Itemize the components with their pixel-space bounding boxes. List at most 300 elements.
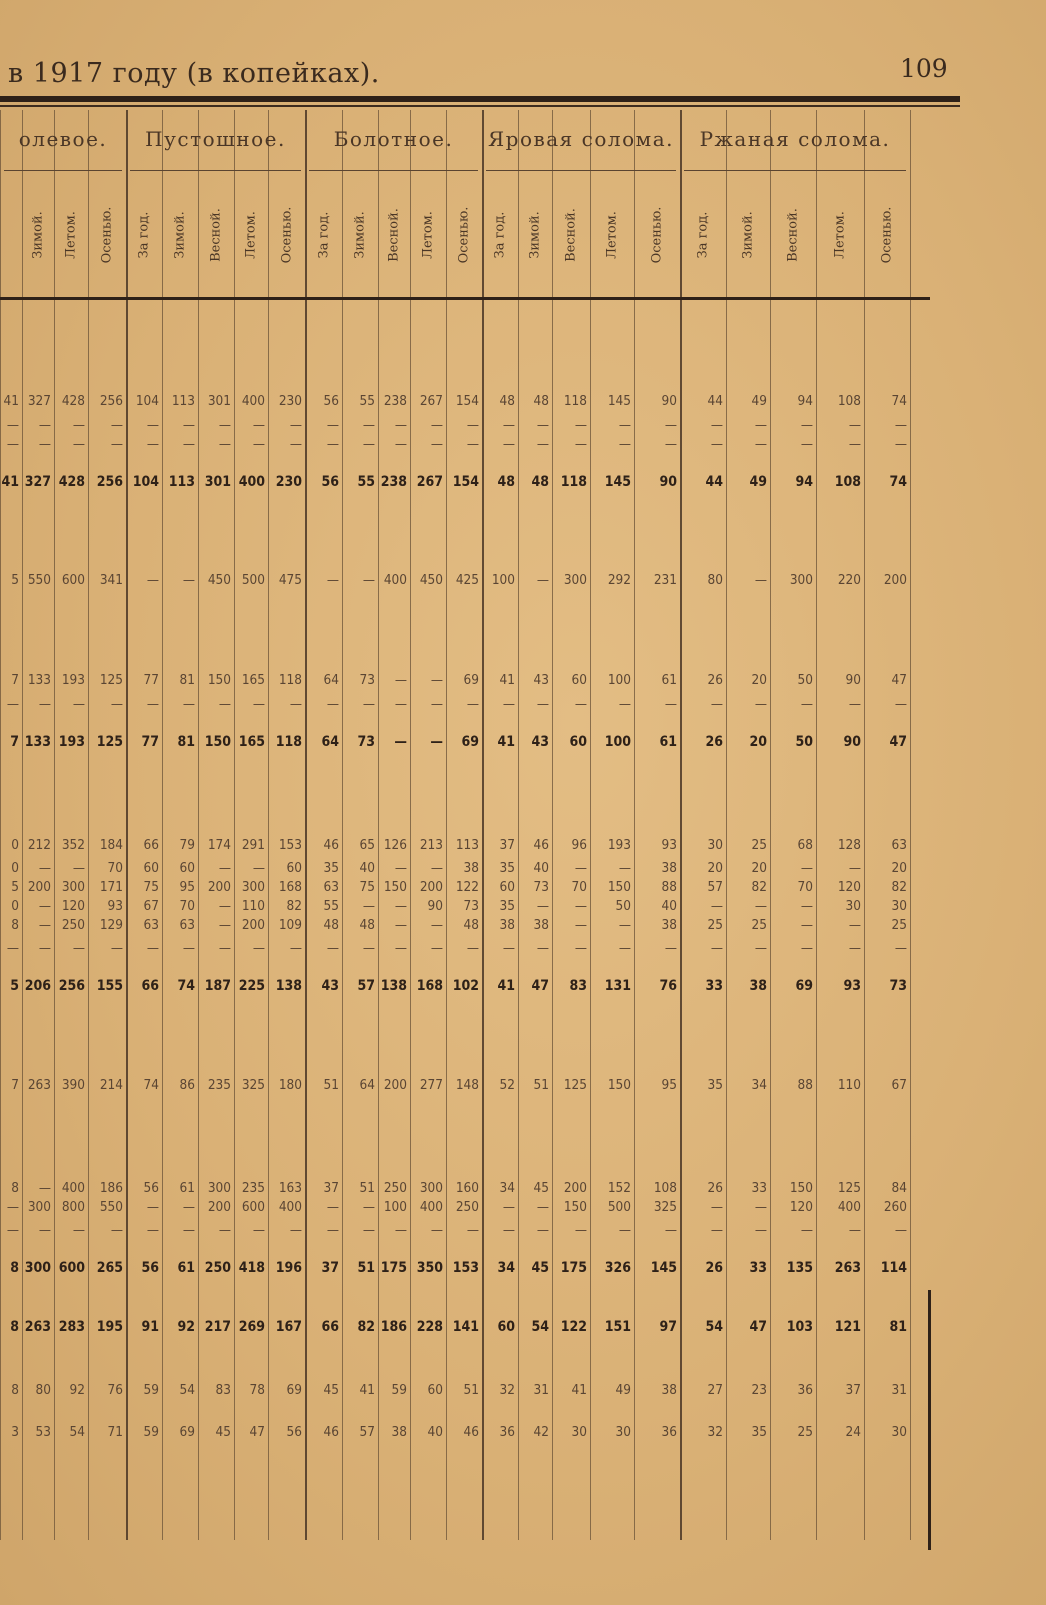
table-cell: 165 [238,734,265,750]
table-cell: 154 [455,393,479,409]
table-cell: — [110,1222,123,1238]
table-cell: 150 [563,1199,587,1215]
table-row [0,1075,930,1095]
table-cell: 128 [837,837,861,853]
table-cell: 145 [607,393,631,409]
table-cell: 80 [35,1382,51,1398]
column-header-label: Осенью. [279,206,294,264]
table-cell: 38 [661,860,677,876]
column-header [162,175,198,295]
table-cell: — [848,1222,861,1238]
table-cell: 38 [749,978,767,994]
table-cell: 83 [569,978,587,994]
table-cell: 125 [837,1180,861,1196]
table-cell: — [38,940,51,956]
table-cell: — [710,1199,723,1215]
table-cell: 53 [35,1424,51,1440]
table-cell: 78 [249,1382,265,1398]
table-cell: 193 [607,837,631,853]
table-cell: 76 [107,1382,123,1398]
dash-row [0,434,930,454]
table-cell: 34 [497,1260,515,1276]
table-cell: 292 [607,572,631,588]
table-cell: — [38,436,51,452]
table-cell: 475 [278,572,302,588]
table-cell: 46 [463,1424,479,1440]
table-cell: — [466,1222,479,1238]
column-header [342,175,378,295]
table-cell: — [394,417,407,433]
table-cell: 110 [837,1077,861,1093]
dash-row [0,415,930,435]
table-cell: 94 [797,393,813,409]
table-cell: 165 [241,672,265,688]
table-cell: 40 [661,898,677,914]
table-cell: — [326,417,339,433]
table-cell: 25 [751,837,767,853]
column-header [410,175,446,295]
column-header-label: Весной. [563,208,579,262]
table-cell: — [754,436,767,452]
table-cell: 260 [883,1199,907,1215]
table-cell: 231 [653,572,677,588]
table-cell: — [362,417,375,433]
table-cell: — [394,734,407,750]
table-cell: — [664,1222,677,1238]
table-cell: 41 [571,1382,587,1398]
table-cell: — [536,1199,549,1215]
table-cell: 118 [278,672,302,688]
column-header [378,175,410,295]
table-cell: — [218,436,231,452]
column-header [54,175,88,295]
table-cell: 120 [837,879,861,895]
table-cell: — [289,1222,302,1238]
table-cell: 20 [891,860,907,876]
table-cell: 390 [61,1077,85,1093]
table-row [0,858,930,878]
column-header-label: Осенью. [879,206,895,264]
table-cell: 250 [383,1180,407,1196]
table-cell: 186 [380,1319,407,1335]
table-cell: — [430,672,443,688]
table-cell: 138 [380,978,407,994]
table-cell: 63 [323,879,339,895]
table-cell: 428 [58,474,85,490]
table-cell: 600 [61,572,85,588]
table-cell: 122 [560,1319,587,1335]
table-cell: 43 [321,978,339,994]
column-header [482,175,518,295]
table-cell: 175 [560,1260,587,1276]
table-cell: — [710,898,723,914]
table-cell: — [38,417,51,433]
table-cell: 37 [321,1260,339,1276]
column-header-label: Летом. [243,211,259,259]
table-cell: 20 [707,860,723,876]
table-cell: 138 [275,978,302,994]
table-cell: 38 [661,1382,677,1398]
table-cell: 67 [891,1077,907,1093]
table-cell: 64 [321,734,339,750]
table-cell: 180 [278,1077,302,1093]
table-cell: 90 [659,474,677,490]
table-cell: 74 [177,978,195,994]
table-cell: 200 [207,879,231,895]
table-cell: 230 [275,474,302,490]
table-cell: — [182,1222,195,1238]
column-header [552,175,590,295]
column-header [268,175,305,295]
table-cell: 200 [419,879,443,895]
dash-row [0,1220,930,1240]
table-cell: 341 [99,572,123,588]
table-cell: 54 [705,1319,723,1335]
table-cell: 193 [58,734,85,750]
table-cell: 196 [275,1260,302,1276]
table-cell: 425 [455,572,479,588]
total-row [0,1258,930,1278]
table-cell: — [574,917,587,933]
table-cell: 160 [455,1180,479,1196]
table-cell: — [848,917,861,933]
table-cell: 325 [241,1077,265,1093]
table-cell: 400 [61,1180,85,1196]
total-row [0,976,930,996]
table-cell: 37 [499,837,515,853]
table-cell: 103 [786,1319,813,1335]
table-cell: 200 [27,879,51,895]
table-cell: — [289,417,302,433]
table-cell: 48 [533,393,549,409]
table-cell: 118 [275,734,302,750]
table-cell: — [466,436,479,452]
table-cell: 121 [834,1319,861,1335]
table-cell: 100 [607,672,631,688]
table-cell: 301 [207,393,231,409]
table-cell: 61 [661,672,677,688]
table-cell: 113 [455,837,479,853]
table-cell: 41 [1,474,19,490]
table-row [0,1197,930,1217]
column-header-label: Зимой. [527,211,543,259]
table-cell: 113 [171,393,195,409]
table-cell: 57 [707,879,723,895]
table-cell: 153 [452,1260,479,1276]
table-cell: — [38,696,51,712]
column-header-label: Зимой. [30,211,46,259]
table-cell: — [536,417,549,433]
table-cell: 61 [659,734,677,750]
table-cell: — [6,940,19,956]
table-cell: 93 [107,898,123,914]
table-cell: 230 [278,393,302,409]
table-cell: 69 [179,1424,195,1440]
table-cell: 8 [11,917,19,933]
table-cell: 67 [143,898,159,914]
table-cell: 200 [883,572,907,588]
table-cell: 220 [837,572,861,588]
table-cell: 45 [215,1424,231,1440]
table-cell: — [252,436,265,452]
table-cell: 56 [141,1260,159,1276]
table-cell: 33 [749,1260,767,1276]
table-cell: 52 [499,1077,515,1093]
table-cell: 8 [10,1319,19,1335]
column-header-label: Летом. [420,211,436,259]
table-cell: 114 [880,1260,907,1276]
table-cell: 46 [323,1424,339,1440]
table-cell: — [618,436,631,452]
table-cell: — [536,940,549,956]
table-cell: — [326,1199,339,1215]
table-cell: 600 [241,1199,265,1215]
table-cell: 25 [707,917,723,933]
table-cell: 47 [249,1424,265,1440]
table-cell: 57 [357,978,375,994]
table-cell: 61 [179,1180,195,1196]
table-cell: — [146,940,159,956]
table-cell: 300 [61,879,85,895]
table-cell: — [664,696,677,712]
table-cell: — [800,417,813,433]
table-cell: 263 [24,1319,51,1335]
table-row [0,1380,930,1400]
column-header [22,175,54,295]
table-cell: 120 [789,1199,813,1215]
table-cell: 5 [11,879,19,895]
table-cell: 550 [27,572,51,588]
table-cell: — [574,417,587,433]
table-cell: — [894,940,907,956]
table-cell: 301 [204,474,231,490]
table-cell: 32 [707,1424,723,1440]
table-cell: 300 [241,879,265,895]
table-cell: 326 [604,1260,631,1276]
table-cell: — [430,860,443,876]
column-header-label: Осенью. [456,206,472,264]
table-cell: — [38,898,51,914]
table-cell: 80 [707,572,723,588]
table-cell: 47 [889,734,907,750]
table-cell: — [182,1199,195,1215]
table-cell: — [38,1180,51,1196]
column-header [816,175,864,295]
table-cell: 3 [11,1424,19,1440]
table-cell: 7 [10,734,19,750]
table-cell: 84 [891,1180,907,1196]
table-cell: — [574,860,587,876]
table-cell: 150 [383,879,407,895]
table-cell: — [466,417,479,433]
table-cell: 126 [383,837,407,853]
table-cell: — [362,940,375,956]
table-cell: 187 [204,978,231,994]
table-cell: — [72,1222,85,1238]
table-cell: 51 [357,1260,375,1276]
table-cell: 81 [889,1319,907,1335]
column-header [198,175,234,295]
table-cell: — [362,898,375,914]
table-cell: 113 [168,474,195,490]
column-header-label: Зимой. [172,211,188,259]
column-header-label: Весной. [386,208,402,262]
group-header: олевое. [18,127,108,151]
table-cell: 217 [204,1319,231,1335]
table-cell: 56 [286,1424,302,1440]
table-cell: 148 [455,1077,479,1093]
table-cell: 82 [357,1319,375,1335]
table-cell: 118 [563,393,587,409]
table-cell: 193 [61,672,85,688]
group-header-rule [684,170,906,171]
table-cell: — [664,940,677,956]
table-cell: — [618,417,631,433]
table-row [0,1422,930,1442]
table-cell: 60 [569,734,587,750]
table-cell: 30 [615,1424,631,1440]
table-row [0,570,930,590]
table-cell: 200 [207,1199,231,1215]
table-cell: 109 [278,917,302,933]
table-cell: — [182,572,195,588]
table-cell: 61 [177,1260,195,1276]
table-cell: 37 [323,1180,339,1196]
table-cell: 20 [751,860,767,876]
table-cell: — [38,860,51,876]
table-cell: 27 [707,1382,723,1398]
table-cell: — [252,860,265,876]
table-cell: — [536,572,549,588]
table-cell: — [754,898,767,914]
table-cell: — [252,1222,265,1238]
table-cell: — [800,917,813,933]
table-row [0,896,930,916]
group-header-rule [486,170,676,171]
table-cell: 33 [705,978,723,994]
table-cell: 96 [571,837,587,853]
table-cell: 51 [533,1077,549,1093]
table-cell: — [800,860,813,876]
page-title: в 1917 году (в копейках). [8,58,380,89]
table-cell: 167 [275,1319,302,1335]
table-cell: 59 [143,1424,159,1440]
table-cell: — [754,572,767,588]
table-cell: — [574,898,587,914]
column-header-label: За год. [316,211,331,259]
table-cell: 66 [141,978,159,994]
table-cell: 8 [11,1382,19,1398]
table-cell: 352 [61,837,85,853]
table-cell: 212 [27,837,51,853]
table-cell: — [502,417,515,433]
table-cell: 92 [177,1319,195,1335]
table-cell: — [326,1222,339,1238]
table-cell: 300 [789,572,813,588]
table-cell: 54 [531,1319,549,1335]
table-cell: 151 [604,1319,631,1335]
table-cell: 30 [845,898,861,914]
table-cell: 186 [99,1180,123,1196]
table-cell: 228 [416,1319,443,1335]
table-cell: — [848,436,861,452]
table-cell: 60 [499,879,515,895]
table-cell: 81 [179,672,195,688]
table-cell: 428 [61,393,85,409]
table-cell: 50 [797,672,813,688]
table-cell: — [536,1222,549,1238]
table-cell: 184 [99,837,123,853]
total-row [0,732,930,752]
table-cell: 73 [463,898,479,914]
table-cell: — [618,940,631,956]
table-cell: 327 [27,393,51,409]
table-cell: — [848,417,861,433]
table-cell: 31 [533,1382,549,1398]
table-cell: 43 [533,672,549,688]
table-cell: 60 [286,860,302,876]
column-header [680,175,726,295]
table-cell: — [710,417,723,433]
table-cell: — [110,940,123,956]
table-cell: 57 [359,1424,375,1440]
table-cell: 213 [419,837,443,853]
table-cell: — [38,1222,51,1238]
table-cell: — [6,1222,19,1238]
table-cell: — [326,696,339,712]
table-cell: 0 [11,837,19,853]
table-cell: 26 [707,672,723,688]
table-cell: 135 [786,1260,813,1276]
table-cell: 35 [751,1424,767,1440]
column-header-label: Летом. [604,211,620,259]
table-cell: 71 [107,1424,123,1440]
table-cell: 325 [653,1199,677,1215]
table-cell: 122 [455,879,479,895]
table-cell: 82 [751,879,767,895]
table-cell: — [110,696,123,712]
table-cell: 35 [707,1077,723,1093]
table-cell: — [394,672,407,688]
table-cell: 47 [531,978,549,994]
column-header-label: За год. [695,211,711,259]
column-header-label: За год. [492,211,508,259]
table-cell: — [502,940,515,956]
table-cell: — [710,940,723,956]
table-cell: — [326,436,339,452]
table-cell: — [394,436,407,452]
table-cell: 91 [141,1319,159,1335]
table-cell: 44 [707,393,723,409]
table-cell: 550 [99,1199,123,1215]
table-cell: 35 [499,860,515,876]
table-cell: 25 [751,917,767,933]
table-cell: 94 [795,474,813,490]
table-cell: 93 [661,837,677,853]
table-cell: 26 [705,1260,723,1276]
table-cell: — [664,436,677,452]
table-cell: 60 [571,672,587,688]
table-cell: — [430,436,443,452]
table-cell: 154 [452,474,479,490]
column-header [518,175,552,295]
table-cell: 214 [99,1077,123,1093]
table-cell: 73 [359,672,375,688]
table-cell: 86 [179,1077,195,1093]
table-cell: — [848,860,861,876]
table-cell: 163 [278,1180,302,1196]
table-cell: 49 [751,393,767,409]
